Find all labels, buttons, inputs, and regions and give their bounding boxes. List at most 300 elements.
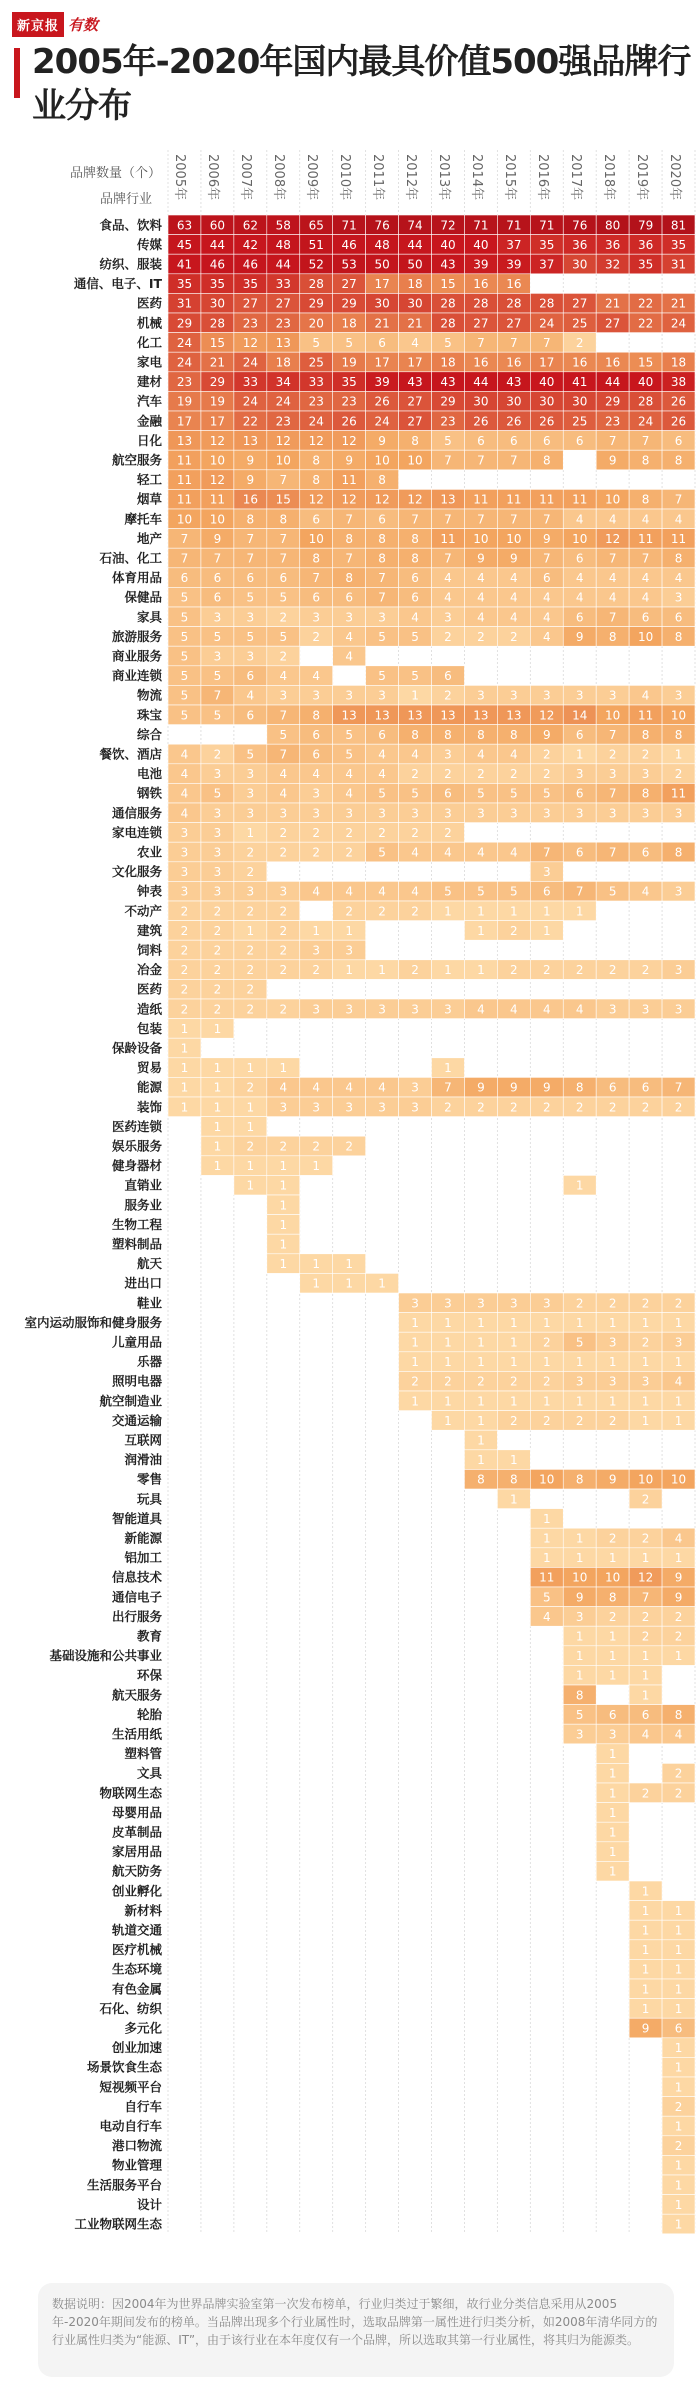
industry-label: 饲料 [136, 942, 162, 958]
cell-value-label: 2 [641, 1531, 650, 1546]
cell-value-label: 3 [674, 806, 683, 821]
cell-value-label: 2 [542, 1374, 551, 1389]
cell-value-label: 1 [444, 904, 452, 919]
cell-value-label: 2 [510, 767, 518, 782]
cell-value-label: 8 [345, 571, 353, 586]
cell-value-label: 1 [674, 2178, 683, 2193]
cell-value-label: 9 [542, 531, 551, 546]
cell-value-label: 12 [341, 492, 357, 507]
cell-value-label: 13 [341, 708, 357, 723]
industry-label: 商业服务 [111, 648, 162, 664]
cell-value-label: 25 [308, 355, 324, 370]
industry-label: 航天服务 [111, 1687, 162, 1703]
industry-label: 生活用纸 [111, 1726, 162, 1742]
cell-value-label: 7 [444, 551, 452, 566]
cell-value-label: 13 [440, 708, 456, 723]
cell-value-label: 1 [444, 1315, 452, 1330]
cell-value-label: 6 [246, 571, 255, 586]
cell-value-label: 9 [542, 1080, 551, 1095]
cell-value-label: 6 [575, 727, 584, 742]
industry-label: 新材料 [124, 1902, 162, 1918]
cell-value-label: 2 [279, 923, 288, 938]
cell-value-label: 28 [506, 296, 522, 311]
cell-value-label: 3 [477, 688, 485, 703]
cell-value-label: 7 [378, 571, 386, 586]
cell-value-label: 3 [312, 943, 321, 958]
cell-value-label: 31 [670, 257, 687, 272]
cell-value-label: 1 [477, 1335, 485, 1350]
industry-label: 家电连锁 [111, 824, 162, 840]
cell-value-label: 4 [411, 747, 419, 762]
cell-value-label: 6 [213, 590, 222, 605]
cell-value-label: 7 [641, 433, 650, 448]
cell-value-label: 7 [411, 512, 419, 527]
cell-value-label: 30 [572, 394, 588, 409]
cell-value-label: 3 [674, 590, 683, 605]
cell-value-label: 5 [246, 629, 255, 644]
cell-value-label: 4 [542, 629, 551, 644]
cell-value-label: 12 [407, 492, 423, 507]
cell-value-label: 6 [444, 669, 452, 684]
year-header: 2016年 [534, 154, 550, 201]
cell-value-label: 31 [176, 296, 193, 311]
year-header: 2015年 [501, 154, 517, 201]
cell-value-label: 1 [378, 1276, 386, 1291]
cell-value-label: 1 [674, 2197, 683, 2212]
cell-value-label: 8 [608, 1590, 617, 1605]
cell-value-label: 4 [279, 669, 288, 684]
cell-value-label: 4 [411, 884, 419, 899]
cell-value-label: 1 [641, 1413, 650, 1428]
cell-value-label: 36 [572, 237, 588, 252]
industry-label: 汽车 [136, 393, 162, 409]
industry-label: 纺织、服装 [99, 256, 162, 272]
cell-value-label: 24 [242, 394, 258, 409]
cell-value-label: 44 [275, 257, 291, 272]
cell-value-label: 9 [213, 531, 222, 546]
cell-value-label: 8 [312, 551, 321, 566]
cell-value-label: 5 [444, 884, 452, 899]
cell-value-label: 7 [444, 453, 452, 468]
cell-value-label: 52 [308, 257, 324, 272]
cell-value-label: 24 [176, 355, 193, 370]
cell-value-label: 1 [674, 1943, 683, 1958]
industry-label: 建材 [136, 374, 162, 390]
year-header: 2009年 [304, 154, 320, 201]
cell-value-label: 7 [542, 551, 551, 566]
cell-value-label: 4 [279, 767, 288, 782]
cell-value-label: 3 [213, 825, 222, 840]
cell-value-label: 3 [641, 806, 650, 821]
cell-value-label: 6 [345, 590, 353, 605]
cell-value-label: 8 [378, 473, 386, 488]
industry-label: 出行服务 [111, 1608, 162, 1624]
cell-value-label: 2 [542, 1335, 551, 1350]
cell-value-label: 30 [209, 296, 226, 311]
year-header: 2011年 [370, 154, 386, 201]
cell-value-label: 4 [477, 1002, 485, 1017]
cell-value-label: 2 [674, 1766, 683, 1781]
cell-value-label: 44 [407, 237, 423, 252]
cell-value-label: 7 [477, 512, 485, 527]
cell-value-label: 1 [180, 1061, 189, 1076]
industry-label: 家电 [136, 354, 162, 370]
cell-value-label: 2 [674, 2099, 683, 2114]
cell-value-label: 5 [542, 786, 551, 801]
cell-value-label: 13 [242, 433, 258, 448]
cell-value-label: 4 [641, 884, 650, 899]
cell-value-label: 5 [542, 1590, 551, 1605]
cell-value-label: 3 [279, 806, 288, 821]
cell-value-label: 23 [242, 316, 258, 331]
cell-value-label: 9 [674, 1570, 683, 1585]
cell-value-label: 7 [180, 531, 189, 546]
cell-value-label: 13 [506, 708, 522, 723]
cell-value-label: 26 [539, 414, 555, 429]
cell-value-label: 1 [608, 1805, 617, 1820]
industry-label: 贸易 [136, 1060, 162, 1076]
cell-value-label: 1 [575, 1178, 584, 1193]
cell-value-label: 6 [246, 669, 255, 684]
cell-value-label: 8 [444, 727, 452, 742]
cell-value-label: 8 [378, 531, 386, 546]
industry-label: 交通运输 [111, 1412, 162, 1428]
cell-value-label: 3 [510, 806, 518, 821]
industry-label: 钟表 [136, 883, 162, 899]
cell-value-label: 3 [542, 865, 551, 880]
industry-label: 皮革制品 [111, 1824, 162, 1840]
cell-value-label: 4 [312, 669, 321, 684]
cell-value-label: 10 [308, 531, 324, 546]
industry-label: 冶金 [136, 962, 162, 978]
industry-label: 健身器材 [111, 1158, 162, 1174]
cell-value-label: 2 [608, 1413, 617, 1428]
cell-value-label: 2 [279, 963, 288, 978]
cell-value-label: 4 [345, 1080, 353, 1095]
cell-value-label: 8 [641, 786, 650, 801]
cell-value-label: 2 [213, 963, 222, 978]
cell-value-label: 9 [674, 1590, 683, 1605]
cell-value-label: 8 [575, 1472, 584, 1487]
cell-value-label: 1 [674, 1982, 683, 1997]
cell-value-label: 6 [279, 571, 288, 586]
cell-value-label: 1 [608, 1315, 617, 1330]
cell-value-label: 7 [246, 551, 255, 566]
industry-label: 摩托车 [124, 511, 162, 527]
cell-value-label: 4 [575, 512, 584, 527]
cell-value-label: 2 [444, 688, 452, 703]
cell-value-label: 9 [477, 551, 485, 566]
cell-value-label: 1 [213, 1159, 222, 1174]
cell-value-label: 26 [670, 394, 687, 409]
cell-value-label: 2 [674, 2139, 683, 2154]
industry-label: 新能源 [124, 1530, 162, 1546]
cell-value-label: 5 [444, 433, 452, 448]
cell-value-label: 7 [608, 610, 617, 625]
cell-value-label: 2 [444, 629, 452, 644]
cell-value-label: 1 [279, 1217, 288, 1232]
cell-value-label: 2 [213, 1002, 222, 1017]
cell-value-label: 4 [378, 1080, 386, 1095]
cell-value-label: 2 [510, 629, 518, 644]
cell-value-label: 1 [477, 1433, 485, 1448]
cell-value-label: 12 [242, 335, 258, 350]
cell-value-label: 2 [674, 767, 683, 782]
cell-value-label: 15 [275, 492, 291, 507]
cell-value-label: 5 [180, 610, 189, 625]
cell-value-label: 42 [242, 237, 258, 252]
industry-label: 机械 [136, 315, 162, 331]
cell-value-label: 22 [637, 316, 654, 331]
cell-value-label: 3 [345, 1100, 353, 1115]
cell-value-label: 8 [411, 531, 419, 546]
cell-value-label: 4 [378, 747, 386, 762]
cell-value-label: 2 [641, 1296, 650, 1311]
cell-value-label: 6 [312, 512, 321, 527]
cell-value-label: 6 [312, 590, 321, 605]
cell-value-label: 1 [279, 1237, 288, 1252]
industry-label: 物业管理 [111, 2157, 162, 2173]
cell-value-label: 2 [608, 963, 617, 978]
cell-value-label: 3 [411, 1002, 419, 1017]
cell-value-label: 12 [209, 433, 226, 448]
industry-label: 能源 [136, 1079, 162, 1095]
cell-value-label: 6 [411, 590, 419, 605]
cell-value-label: 29 [308, 296, 324, 311]
cell-value-label: 2 [575, 1296, 584, 1311]
year-header: 2010年 [337, 154, 353, 201]
cell-value-label: 4 [641, 512, 650, 527]
cell-value-label: 24 [275, 394, 291, 409]
industry-label: 医药连锁 [111, 1118, 162, 1134]
brand-logo-script: 有数 [68, 15, 99, 34]
cell-value-label: 23 [341, 394, 357, 409]
cell-value-label: 1 [674, 2158, 683, 2173]
cell-value-label: 3 [444, 806, 452, 821]
cell-value-label: 3 [575, 767, 584, 782]
cell-value-label: 1 [312, 923, 321, 938]
cell-value-label: 3 [279, 884, 288, 899]
cell-value-label: 39 [374, 375, 390, 390]
cell-value-label: 3 [608, 1374, 617, 1389]
cell-value-label: 2 [246, 904, 255, 919]
cell-value-label: 18 [670, 355, 687, 370]
industry-label: 食品、饮料 [99, 217, 162, 233]
industry-label: 金融 [136, 413, 162, 429]
cell-value-label: 3 [345, 943, 353, 958]
cell-value-label: 16 [506, 277, 522, 292]
cell-value-label: 5 [477, 786, 485, 801]
cell-value-label: 1 [575, 1551, 584, 1566]
cell-value-label: 7 [246, 531, 255, 546]
cell-value-label: 8 [312, 473, 321, 488]
cell-value-label: 1 [510, 1315, 518, 1330]
cell-value-label: 4 [575, 590, 584, 605]
cell-value-label: 2 [575, 963, 584, 978]
cell-value-label: 12 [637, 1570, 654, 1585]
cell-value-label: 2 [312, 825, 321, 840]
cell-value-label: 1 [575, 1315, 584, 1330]
cell-value-label: 33 [275, 277, 291, 292]
cell-value-label: 2 [246, 963, 255, 978]
cell-value-label: 8 [411, 551, 419, 566]
cell-value-label: 1 [674, 1355, 683, 1370]
cell-value-label: 1 [180, 1100, 189, 1115]
industry-label: 化工 [136, 334, 162, 350]
cell-value-label: 71 [506, 218, 522, 233]
industry-label: 进出口 [124, 1275, 162, 1291]
cell-value-label: 1 [542, 1394, 551, 1409]
cell-value-label: 28 [440, 296, 456, 311]
cell-value-label: 2 [444, 825, 452, 840]
cell-value-label: 4 [510, 610, 518, 625]
cell-value-label: 1 [246, 923, 255, 938]
cell-value-label: 4 [510, 590, 518, 605]
cell-value-label: 4 [575, 571, 584, 586]
cell-value-label: 2 [246, 845, 255, 860]
cell-value-label: 27 [242, 296, 258, 311]
cell-value-label: 2 [477, 767, 485, 782]
cell-value-label: 4 [608, 571, 617, 586]
cell-value-label: 2 [246, 943, 255, 958]
cell-value-label: 1 [641, 2001, 650, 2016]
cell-value-label: 1 [608, 1394, 617, 1409]
cell-value-label: 1 [674, 2001, 683, 2016]
cell-value-label: 6 [575, 845, 584, 860]
cell-value-label: 81 [670, 218, 687, 233]
year-header: 2012年 [403, 154, 419, 201]
cell-value-label: 4 [180, 747, 189, 762]
cell-value-label: 4 [279, 786, 288, 801]
cell-value-label: 4 [674, 1531, 683, 1546]
cell-value-label: 15 [209, 335, 226, 350]
cell-value-label: 48 [275, 237, 291, 252]
cell-value-label: 1 [279, 1257, 288, 1272]
cell-value-label: 2 [608, 747, 617, 762]
data-note-text: 数据说明：因2004年为世界品牌实验室第一次发布榜单，行业归类过于繁细，故行业分类信息采用从2005年-2020年期间发布的榜单。当品牌出现多个行业属性时，选取品牌第一属性进行归类分析，如2008年清华同方的行业属性归类为“能源、IT”，由于该行业在本年度仅有一个品牌，所以选取其第一行业属性，将其归为能源类。 [52, 2297, 658, 2347]
cell-value-label: 2 [180, 923, 189, 938]
cell-value-label: 6 [641, 1080, 650, 1095]
cell-value-label: 6 [575, 433, 584, 448]
cell-value-label: 1 [444, 1394, 452, 1409]
cell-value-label: 1 [345, 1257, 353, 1272]
cell-value-label: 46 [341, 237, 357, 252]
cell-value-label: 2 [312, 629, 321, 644]
cell-value-label: 5 [411, 669, 419, 684]
cell-value-label: 1 [674, 747, 683, 762]
cell-value-label: 1 [542, 1551, 551, 1566]
cell-value-label: 1 [674, 1923, 683, 1938]
industry-label: 家居用品 [111, 1844, 162, 1860]
industry-label: 娱乐服务 [111, 1138, 162, 1154]
cell-value-label: 3 [345, 610, 353, 625]
cell-value-label: 12 [374, 492, 390, 507]
industry-label: 互联网 [124, 1432, 162, 1448]
cell-value-label: 2 [575, 335, 584, 350]
cell-value-label: 1 [674, 2080, 683, 2095]
cell-value-label: 7 [641, 551, 650, 566]
cell-value-label: 27 [605, 316, 621, 331]
cell-value-label: 1 [641, 1688, 650, 1703]
cell-value-label: 65 [308, 218, 324, 233]
cell-value-label: 2 [180, 963, 189, 978]
cell-value-label: 2 [444, 1374, 452, 1389]
cell-value-label: 13 [440, 492, 456, 507]
cell-value-label: 2 [542, 1100, 551, 1115]
industry-label: 玩具 [136, 1491, 162, 1507]
cell-value-label: 39 [506, 257, 522, 272]
cell-value-label: 1 [444, 1061, 452, 1076]
cell-value-label: 6 [641, 1707, 650, 1722]
industry-label: 文具 [136, 1765, 162, 1781]
cell-value-label: 24 [670, 316, 687, 331]
cell-value-label: 3 [477, 806, 485, 821]
cell-value-label: 7 [542, 512, 551, 527]
cell-value-label: 11 [176, 453, 193, 468]
cell-value-label: 1 [411, 1315, 419, 1330]
cell-value-label: 8 [674, 1707, 683, 1722]
cell-value-label: 39 [473, 257, 489, 272]
industry-label: 体育用品 [111, 570, 162, 586]
cell-value-label: 10 [637, 1472, 654, 1487]
cell-value-label: 26 [670, 414, 687, 429]
cell-value-label: 2 [411, 767, 419, 782]
cell-value-label: 10 [209, 453, 226, 468]
cell-value-label: 3 [180, 865, 189, 880]
cell-value-label: 29 [605, 394, 621, 409]
cell-value-label: 9 [575, 1590, 584, 1605]
cell-value-label: 2 [279, 943, 288, 958]
cell-value-label: 8 [312, 708, 321, 723]
industry-label: 场景饮食生态 [86, 2059, 162, 2075]
cell-value-label: 7 [542, 845, 551, 860]
cell-value-label: 3 [510, 1296, 518, 1311]
cell-value-label: 4 [378, 884, 386, 899]
cell-value-label: 3 [575, 1374, 584, 1389]
cell-value-label: 12 [308, 492, 324, 507]
cell-value-label: 60 [209, 218, 226, 233]
cell-value-label: 27 [572, 296, 588, 311]
cell-value-label: 1 [641, 1923, 650, 1938]
cell-value-label: 1 [674, 1903, 683, 1918]
cell-value-label: 6 [542, 433, 551, 448]
cell-value-label: 8 [378, 551, 386, 566]
cell-value-label: 35 [209, 277, 226, 292]
cell-value-label: 2 [279, 610, 288, 625]
industry-label: 通信电子 [111, 1589, 162, 1605]
cell-value-label: 1 [477, 1355, 485, 1370]
cell-value-label: 6 [510, 433, 518, 448]
cell-value-label: 35 [341, 375, 357, 390]
industry-label: 保健品 [124, 589, 162, 605]
cell-value-label: 2 [542, 963, 551, 978]
cell-value-label: 1 [279, 1159, 288, 1174]
cell-value-label: 2 [279, 649, 288, 664]
cell-value-label: 28 [637, 394, 654, 409]
cell-value-label: 23 [176, 375, 193, 390]
cell-value-label: 5 [345, 335, 353, 350]
cell-value-label: 1 [641, 1962, 650, 1977]
cell-value-label: 4 [641, 688, 650, 703]
cell-value-label: 7 [279, 473, 288, 488]
cell-value-label: 1 [411, 1394, 419, 1409]
industry-label: 医药 [136, 295, 162, 311]
year-header: 2017年 [567, 154, 583, 201]
cell-value-label: 8 [477, 727, 485, 742]
cell-value-label: 13 [473, 708, 489, 723]
cell-value-label: 2 [411, 825, 419, 840]
cell-value-label: 1 [674, 1551, 683, 1566]
